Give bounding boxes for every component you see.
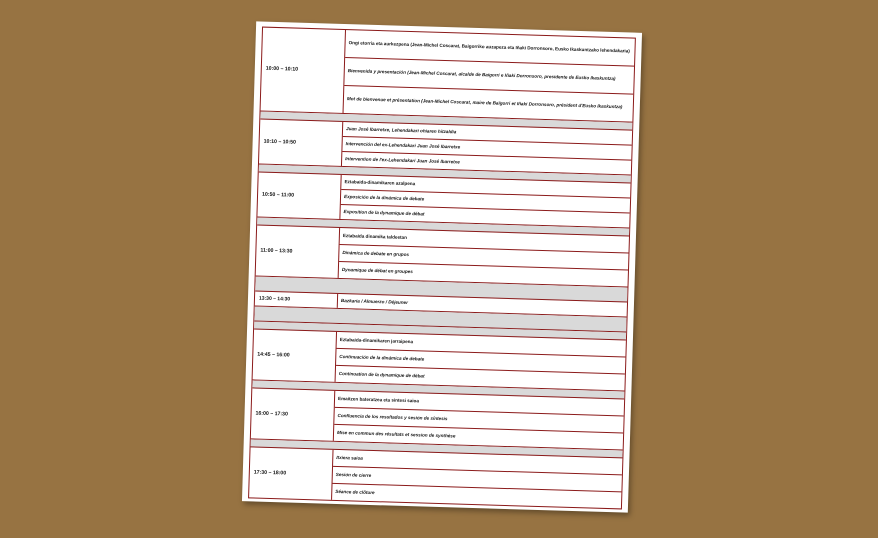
item-spanish: Dinámica de debate en grupos [339, 245, 628, 271]
item-basque: Ongi etorria eta aurkezpena (Jean-Michel Coscarat, Baigorriko auzapeza eta Iñaki Dorronsoro, Eusko Ikaskuntzako lehendakaria) [345, 30, 635, 66]
block-items [334, 391, 624, 450]
block-items [340, 175, 630, 228]
item-spanish: Bienvenida y presentación (Jean-Michel Coscarat, alcalde de Baigorri e Iñaki Dorronsoro, presidente de Eusko Ikaskuntza) [344, 58, 634, 94]
item-french: Exposition de la dynamique de débat [343, 209, 425, 217]
item-spanish: Sesión de cierre [333, 467, 622, 493]
item-french: Continuation de la dynamique de débat [338, 370, 425, 379]
time-slot: 10:10 – 10:50 [259, 119, 343, 166]
item-spanish: Intervención del ex-Lehendakari Juan José Ibarretxe [342, 137, 631, 161]
time-slot: 16:00 – 17:30 [251, 388, 335, 441]
block-items [332, 450, 622, 509]
block-items [339, 228, 629, 287]
time-slot: 13:30 – 14:30 [255, 292, 338, 308]
item-french: Mise en commun des résultats et session de synthèse [336, 429, 456, 439]
block-items [342, 122, 632, 175]
schedule-block-1 [261, 28, 635, 123]
item-spanish: Confluencia de los resultados y sesión de síntesis [334, 408, 623, 434]
document-page [242, 21, 642, 512]
block-items [344, 30, 635, 121]
time-slot: 14:45 – 16:00 [253, 329, 337, 382]
item-basque: Eztabaida dinamika taldeetan [340, 228, 629, 254]
time-slot: 17:30 – 18:00 [249, 447, 333, 500]
item-french: Intervention de l'ex-Lehendakari Juan José Ibarretxe [345, 155, 460, 165]
time-slot: 10:50 – 11:00 [257, 172, 341, 219]
item-french: Séance de clôture [335, 488, 375, 496]
item-lunch: Bazkaria / Almuerzo / Déjeuner [340, 297, 408, 305]
block-items [336, 331, 626, 390]
item-spanish: Exposición de la dinámica de debate [341, 190, 630, 214]
item-basque: Itxiera saioa [333, 450, 622, 476]
item-french: Dynamique de débat en groupes [341, 267, 413, 275]
item-basque: Emaitzen bateratzea eta sintesi saioa [335, 391, 624, 417]
schedule-table [248, 27, 636, 510]
time-slot: 11:00 – 13:30 [256, 226, 340, 279]
item-basque: Eztabaida-dinamikaren jarraipena [337, 331, 626, 357]
item-french: Mot de bienvenue et présentation (Jean-Michel Coscarat, maire de Baïgorri et Iñaki Dorronsoro, président d'Eusko Ikaskuntza) [346, 96, 623, 110]
item-spanish: Continuación de la dinámica de debate [336, 349, 625, 375]
schedule-block-8 [249, 447, 622, 508]
time-slot: 10:00 – 10:10 [261, 28, 346, 113]
item-basque: Eztabaida-dinamikaren azalpena [341, 175, 630, 199]
item-basque: Juan José Ibarretxe, Lehendakari ohiaren hitzaldia [343, 122, 632, 146]
